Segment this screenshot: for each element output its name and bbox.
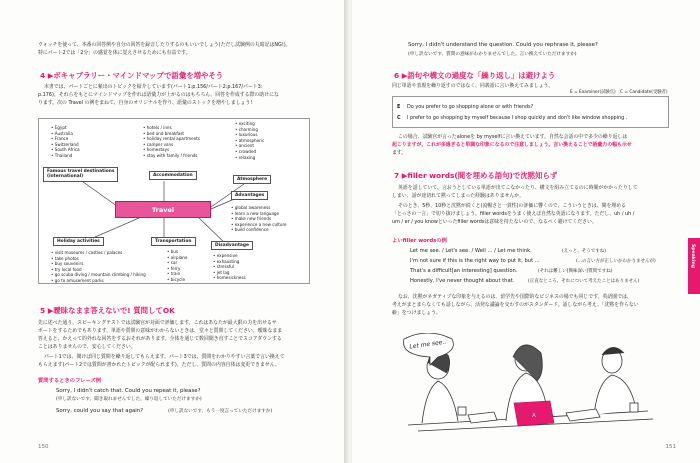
filler-2-ja: (...の言い方が正しいかわかりませんが) [576,259,656,264]
filler-2-en: I'm not sure if this is the right way to put it, but ... [410,258,540,264]
section-4-body-3: ります。次の Travel の例をまねて、自身のオリジナルを作り、語彙のストックを増やしましょう! [38,100,253,106]
section-6-heading: 6 ▶語句や構文の過度な「繰り返し」は避けよう [394,71,556,80]
speaking-section-tab: Speaking [688,238,700,294]
section-6-body-3: ます。 [392,150,407,156]
filler-4-en: Honestly, I've never thought about that. [410,278,515,284]
rephrase-phrase-ja: (申し訳ないです、質問の意味がわかりませんでした。言い換えていただけますか) [408,52,577,57]
closing-line-1: なお、沈黙がネガティブな印象を与えるのは、留学先や国際的なビジネスの場でも同じです。英語圏では、 [398,294,632,300]
accommodation-label: Accommodation [149,171,197,180]
closing-line-3: 癖」をつけましょう。 [392,310,441,316]
filler-1-en: Let me see. / Let's see. / Well ... / Let me think. [410,248,532,254]
left-page [0,0,348,463]
transportation-list: • bus • airplane • car • ferry • train • bicycle [167,249,188,282]
filler-1-ja: (えっと、そうですね) [562,249,607,254]
speech-bubble-text: Let me see.. [408,338,447,351]
section-5-body-2: ポートをするためでもあります。単語や質問の意味がわからないときは、堂々と質問してください。曖昧なまま [38,328,283,334]
holiday-activities-list: • visit museums / castles / palaces • take photos • buy souvenirs • try local food • go scuba diving / mountain climbing / hiking • go to amusement parks [51,250,146,283]
advantages-list: • global awareness • learn a new language • make new friends • experience a new culture • build confidence [231,205,287,233]
filler-4-ja: (正直なところ、それについて考えたことはありません) [528,279,640,284]
section-6-lead: 同じ単語や表現を繰り返すのではなく、同義語に言い換えてみましょう。 [392,83,554,89]
famous-destinations-list: • Egypt • Australia • France • Switzerland • South Africa • Thailand [51,125,80,158]
section-7-body-4: 「とっさの一言」で切り抜けましょう。filler wordsをうまく使えば自然な英語になります。ただし、uh / uh / [392,211,635,217]
vocabulary-mindmap [38,118,310,284]
section-7-body-3: そのとき、5秒、10秒と沈黙が続くと(流暢さと一貫性)の評価に響くので、こういうときは、間を埋める [398,203,627,209]
laptop-mark: A [532,413,536,419]
section-7-heading: 7 ▶filler words(間を埋める語句)で沈黙知らず [394,171,558,180]
dialogue-row-candidate: C I prefer to go shopping by myself because I shop quickly and don't like window shopping . [397,115,628,121]
disadvantage-label: Disadvantage [211,241,253,250]
phrase-2-ja: (申し訳ないです、もう一度言っていただけますか) [168,409,273,414]
speaker-legend: E = Examiner(試験官) C = Candidate(受験者) [570,90,668,95]
section-7-body-1: 英語を話していて、言おうとしている単語が出てこなかったり、構文を組み立てるのに時間がかかったりして [398,185,638,191]
intro-line-1: ウォッチを使って、本番の回答例や自分の回答を録音したりするのもいいでしょう(ただし試験例の丸暗記はNG!)。 [38,42,291,48]
discussion-illustration [398,333,658,437]
phrase-1-ja: (申し訳ないです、聞き取れませんでした。繰り返していただけますか) [56,397,202,402]
filler-3-en: That's a difficult[an interesting] question. [410,268,518,274]
phrase-1-en: Sorry, I didn't catch that. Could you repeat it, please? [56,388,201,394]
transportation-label: Transportation [151,237,196,246]
atmosphere-list: • exciting • charming • luxurious • atmospheric • ancient • crowded • relaxing [235,121,265,160]
dialogue-row-examiner: E Do you prefer to go shopping alone or with friends? [397,104,534,110]
section-5-body-5: パート1では、聞けば同じ質問を繰り返してもらえます。パート3では、質問をわかりやすい言葉で言い換えて [44,354,285,360]
section-4-body-2: p.176)。それらをもとにマインドマップを作れば語彙力が上がるのはもちろん、回答を作成する際の助けにな [38,92,279,98]
section-4-heading: 4 ▶ボキャブラリー・マインドマップで語彙を増やそう [40,71,224,80]
advantages-label: Advantages [231,191,268,200]
phrase-examples-heading: 質問するときのフレーズ例 [38,378,102,384]
page-number-left: 150 [38,444,49,450]
mindmap-center-travel: Travel [115,201,211,218]
section-7-body-2: しまい、話が途切れて黙ってしまった経験はありませんか。 [392,193,525,199]
section-6-body-2: 起こりますが、これが多過ぎると単調な印象になるので注意しましょう。言い換えることで語彙力の幅も示せ [392,142,632,148]
section-6-body-1: この場合、試験官が言ったaloneを by myselfに言い換えています。自然な会話の中で多少の繰り返しは [398,134,628,140]
intro-line-2: 特にパート2では「2分」の感覚を体に覚えさせるためにも有益です。 [38,50,191,56]
famous-destinations-label: Famous travel destinations (international) [43,167,118,182]
section-4-body-1: 本書では、パートごとに頻出のトピックを紹介しています(パート1:p.156/パート2:p.167/パート3: [44,84,263,90]
accommodation-list: • hotels / inns • bed and breakfast • holiday rental apartments • camper vans • homestays • stay with family / friends [143,125,200,158]
rephrase-phrase-en: Sorry, I didn't understand the question. Could you rephrase it, please? [408,42,598,48]
section-5-body-1: 先に述べた通り、スピーキングテストでは試験官が対面で評価します。これはあなたが最大限の力を出せるサ [38,320,277,326]
section-7-body-5: um / er / you knowといったfiller wordsは意味を持たないので、なるべく避けてください。 [392,219,597,225]
atmosphere-label: Atmosphere [233,175,271,184]
section-5-heading: 5 ▶曖昧なまま答えないで! 質問してOK [40,306,175,315]
phrase-2-en: Sorry, could you say that again? [56,408,144,414]
section-5-body-3: 答えると、かえって的外れな回答をするおそれがあります。全体を通じて数回聞き直すことでスコアダウンする [38,336,282,342]
filler-examples-heading: よいfiller wordsの例 [392,238,447,244]
section-5-body-4: ことはありませんので、安心してください。 [38,344,136,350]
closing-line-2: 考えがまとまらなくても話しながら、活発な議論を交わすのがスタンダード。話しながら考え、「沈黙を作らない [392,302,639,308]
right-page [352,0,700,463]
section-5-body-6: もらえます(パート2では質問が書かれたトピックが配られます)。ただし、質問の内容自体は変更できません。 [38,362,280,368]
disadvantage-list: • expensive • exhausting • stressful • jet lag • homesickness [213,253,246,281]
filler-3-ja: (それは難しい[興味深い]質問ですね) [538,269,613,274]
dialogue-example-box [392,96,669,128]
page-number-right: 151 [665,444,676,450]
holiday-activities-label: Holiday activities [53,237,104,246]
